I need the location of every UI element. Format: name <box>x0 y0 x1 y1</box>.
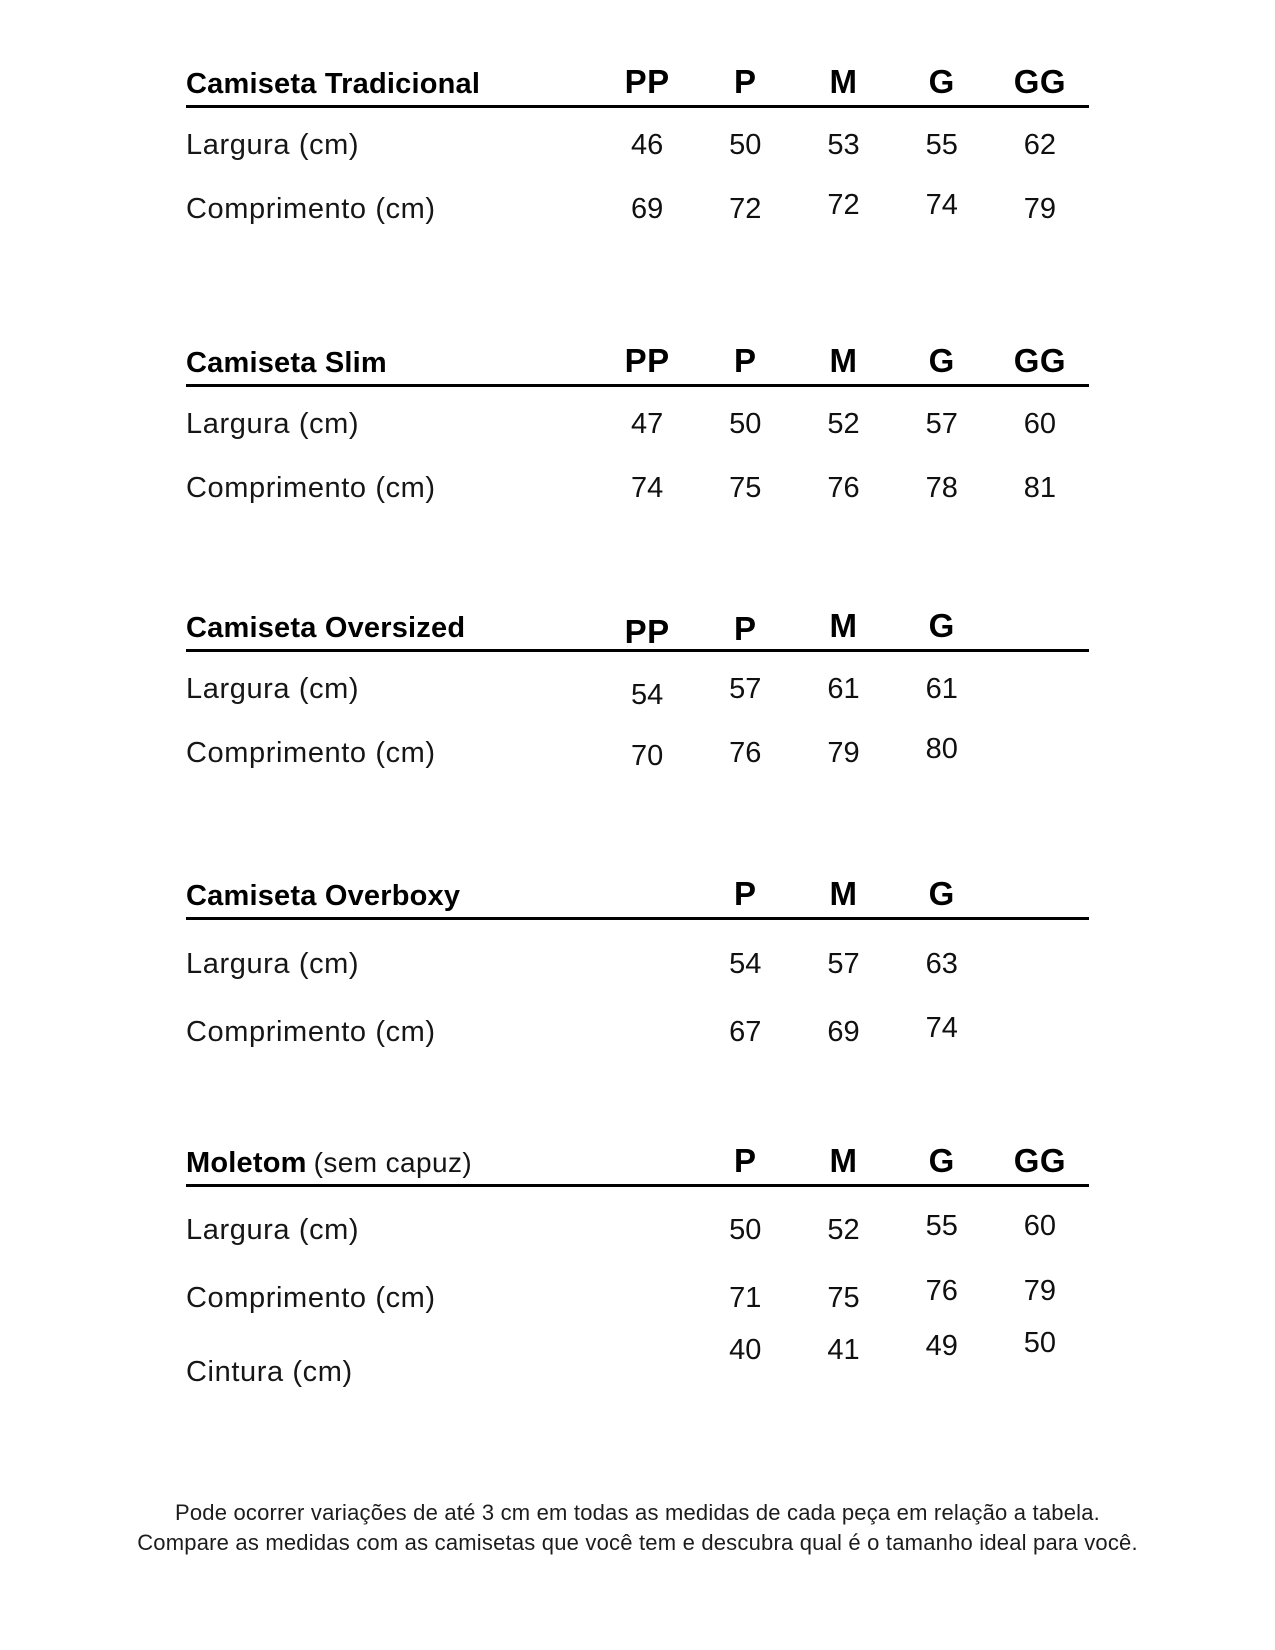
measurement-value: 49 <box>925 1329 958 1362</box>
size-col-header: M <box>829 63 858 100</box>
measurement-value: 50 <box>729 1213 762 1246</box>
size-col-header: PP <box>624 342 670 379</box>
measurement-value: 79 <box>1023 192 1057 225</box>
measurement-value: 71 <box>729 1281 762 1314</box>
measurement-value: 72 <box>729 192 762 225</box>
table-row <box>186 1011 1089 1049</box>
table-camiseta-oversized <box>186 602 1089 770</box>
table-row <box>186 1326 1089 1388</box>
measurement-value: 50 <box>1023 1326 1057 1359</box>
table-header-row <box>186 1137 1089 1187</box>
row-label: Largura (cm) <box>186 407 360 440</box>
size-col-header: M <box>829 875 858 912</box>
size-col-header: PP <box>624 63 670 100</box>
measurement-value: 76 <box>729 736 762 769</box>
row-label: Largura (cm) <box>186 947 360 980</box>
size-col-header: P <box>734 1142 757 1179</box>
table-title-text: Camiseta Slim <box>186 347 387 379</box>
table-title <box>186 347 598 380</box>
table-title-text: Camiseta Overboxy <box>186 880 461 912</box>
measurement-value: 41 <box>827 1333 860 1366</box>
measurement-value: 57 <box>925 407 958 440</box>
table-row <box>186 947 1089 981</box>
table-title-text: Moletom <box>186 1147 307 1179</box>
table-row <box>186 471 1089 505</box>
size-col-header: GG <box>1013 1142 1067 1179</box>
table-title-suffix: (sem capuz) <box>313 1147 473 1178</box>
measurement-value: 69 <box>630 192 664 225</box>
measurement-value: 55 <box>925 128 958 161</box>
table-camiseta-tradicional <box>186 58 1089 226</box>
table-title <box>186 880 598 913</box>
measurement-value: 40 <box>729 1333 762 1366</box>
measurement-value: 72 <box>827 188 860 221</box>
table-header-row <box>186 870 1089 920</box>
measurement-value: 76 <box>827 471 860 504</box>
measurement-value: 74 <box>925 1011 958 1044</box>
row-label: Comprimento (cm) <box>186 736 436 769</box>
measurement-value: 67 <box>729 1015 762 1048</box>
table-title <box>186 68 598 101</box>
measurement-value: 63 <box>925 947 958 980</box>
size-col-header: G <box>928 607 955 644</box>
table-header-row <box>186 337 1089 387</box>
measurement-value: 47 <box>630 407 664 440</box>
table-row <box>186 672 1089 711</box>
row-label: Largura (cm) <box>186 128 360 161</box>
size-col-header: M <box>829 607 858 644</box>
footer-note-line2: Compare as medidas com as camisetas que você tem e descubra qual é o tamanho ideal para você. <box>137 1530 1138 1555</box>
table-moletom <box>186 1137 1089 1388</box>
measurement-value: 74 <box>925 188 958 221</box>
table-title-text: Camiseta Tradicional <box>186 68 481 100</box>
size-col-header: G <box>928 1142 955 1179</box>
measurement-value: 81 <box>1023 471 1057 504</box>
measurement-value: 70 <box>630 739 664 772</box>
table-row <box>186 128 1089 162</box>
row-label: Comprimento (cm) <box>186 1281 436 1314</box>
measurement-value: 54 <box>729 947 762 980</box>
footer-note <box>0 1498 1275 1558</box>
table-header-row <box>186 58 1089 108</box>
measurement-value: 60 <box>1023 407 1057 440</box>
measurement-value: 55 <box>925 1209 958 1242</box>
table-row <box>186 732 1089 772</box>
row-label: Largura (cm) <box>186 1213 360 1246</box>
table-row <box>186 1274 1089 1315</box>
row-label: Comprimento (cm) <box>186 192 436 225</box>
size-col-header: G <box>928 342 955 379</box>
measurement-value: 78 <box>925 471 958 504</box>
size-col-header: M <box>829 1142 858 1179</box>
measurement-value: 50 <box>729 407 762 440</box>
measurement-value: 53 <box>827 128 860 161</box>
measurement-value: 61 <box>827 672 860 705</box>
measurement-value: 74 <box>630 471 664 504</box>
measurement-value: 79 <box>1023 1274 1057 1307</box>
table-row <box>186 407 1089 441</box>
footer-note-line1: Pode ocorrer variações de até 3 cm em todas as medidas de cada peça em relação a tabela. <box>174 1500 1100 1525</box>
size-col-header: P <box>734 610 757 647</box>
size-col-header: P <box>734 63 757 100</box>
measurement-value: 76 <box>925 1274 958 1307</box>
table-row <box>186 188 1089 226</box>
measurement-value: 54 <box>630 678 664 711</box>
measurement-value: 52 <box>827 1213 860 1246</box>
table-title <box>186 1147 598 1180</box>
measurement-value: 75 <box>729 471 762 504</box>
table-title-text: Camiseta Oversized <box>186 612 466 644</box>
measurement-value: 69 <box>827 1015 860 1048</box>
size-col-header: GG <box>1013 342 1067 379</box>
size-col-header: P <box>734 342 757 379</box>
size-col-header: G <box>928 875 955 912</box>
measurement-value: 52 <box>827 407 860 440</box>
measurement-value: 57 <box>827 947 860 980</box>
table-camiseta-overboxy <box>186 870 1089 1049</box>
size-col-header: G <box>928 63 955 100</box>
table-title <box>186 612 598 645</box>
measurement-value: 46 <box>630 128 664 161</box>
size-col-header: PP <box>624 613 670 650</box>
row-label: Comprimento (cm) <box>186 471 436 504</box>
row-label: Cintura (cm) <box>186 1355 353 1388</box>
table-header-row <box>186 602 1089 652</box>
row-label: Largura (cm) <box>186 672 360 705</box>
measurement-value: 57 <box>729 672 762 705</box>
measurement-value: 62 <box>1023 128 1057 161</box>
table-camiseta-slim <box>186 337 1089 505</box>
measurement-value: 50 <box>729 128 762 161</box>
measurement-value: 75 <box>827 1281 860 1314</box>
measurement-value: 79 <box>827 736 860 769</box>
size-col-header: GG <box>1013 63 1067 100</box>
size-col-header: M <box>829 342 858 379</box>
size-col-header: P <box>734 875 757 912</box>
measurement-value: 60 <box>1023 1209 1057 1242</box>
measurement-value: 80 <box>925 732 958 765</box>
row-label: Comprimento (cm) <box>186 1015 436 1048</box>
measurement-value: 61 <box>925 672 958 705</box>
table-row <box>186 1209 1089 1247</box>
